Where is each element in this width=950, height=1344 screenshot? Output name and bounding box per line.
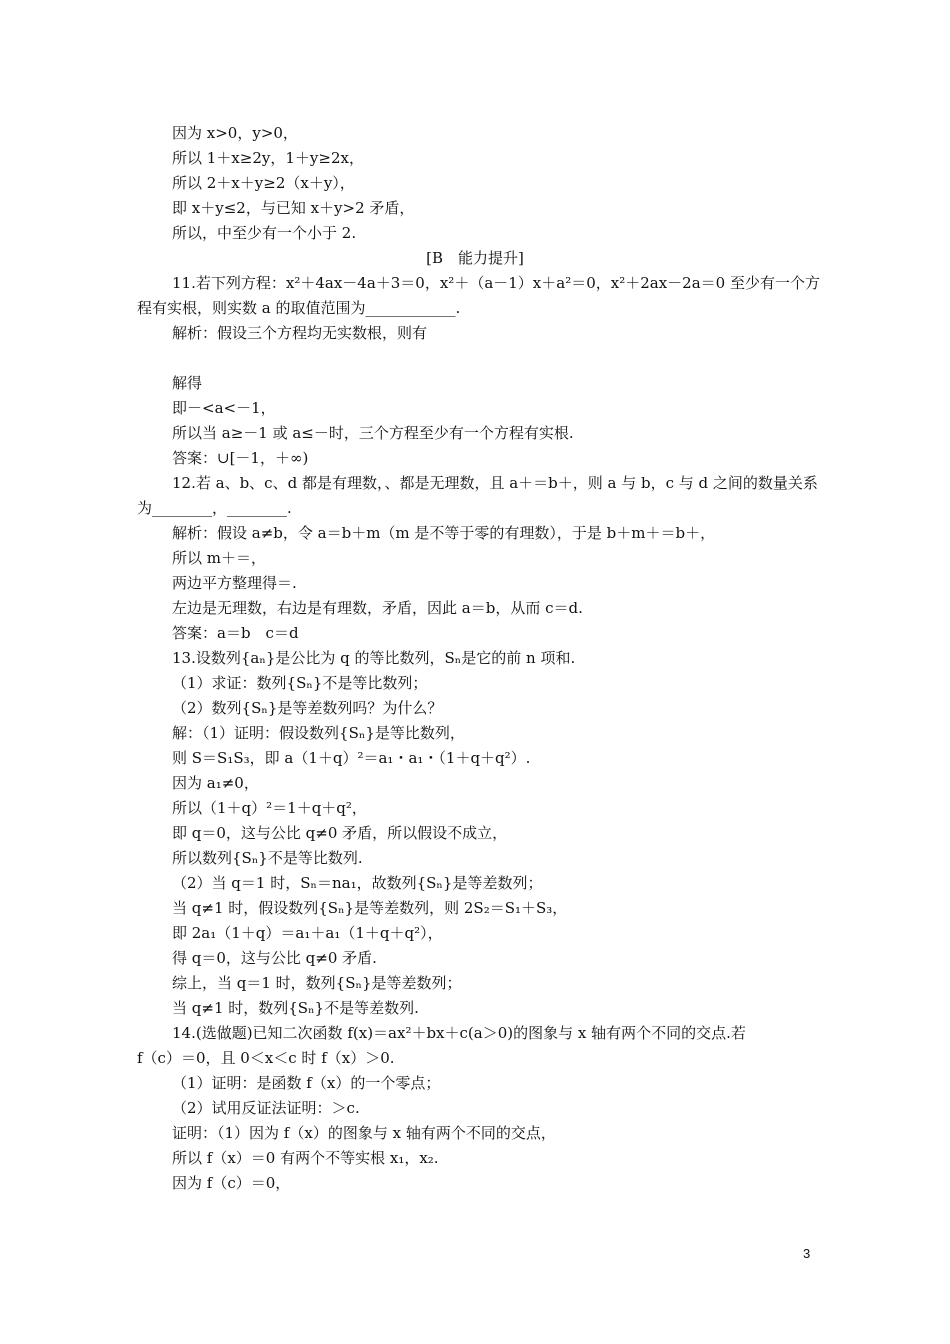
text-line: 即－<a<－1， [172, 399, 276, 417]
text-line: （1）证明：是函数 f（x）的一个零点； [172, 1074, 441, 1092]
text-line: 两边平方整理得＝. [172, 574, 297, 592]
text-line: 所以当 a≥－1 或 a≤－时，三个方程至少有一个方程有实根. [172, 424, 574, 442]
text-line: 因为 a₁≠0， [172, 774, 259, 792]
text-line: 得 q＝0，这与公比 q≠0 矛盾. [172, 949, 377, 967]
section-heading: [B 能力提升] [426, 249, 524, 267]
text-line: 则 S＝S₁S₃，即 a（1＋q）²＝a₁・a₁・（1＋q＋q²）. [172, 749, 531, 767]
problem-13-line: 13.设数列{aₙ}是公比为 q 的等比数列，Sₙ是它的前 n 项和. [172, 649, 576, 667]
problem-11-line: 11.若下列方程：x²＋4ax－4a＋3＝0，x²＋（a－1）x＋a²＝0，x²＋2ax－2a＝0 至少有一个方 [172, 274, 820, 292]
text-line: 因为 f（c）＝0， [172, 1174, 291, 1192]
text-line: 所以，中至少有一个小于 2. [172, 224, 357, 242]
text-line: 当 q≠1 时，假设数列{Sₙ}是等差数列，则 2S₂＝S₁＋S₃， [172, 899, 568, 917]
text-line: 所以 f（x）＝0 有两个不等实根 x₁，x₂. [172, 1149, 439, 1167]
text-line: 解析：假设三个方程均无实数根，则有 [172, 324, 428, 342]
text-line: 所以 m＋＝， [172, 549, 266, 567]
text-line: 当 q≠1 时，数列{Sₙ}不是等差数列. [172, 999, 419, 1017]
text-line: 解：（1）证明：假设数列{Sₙ}是等比数列， [172, 724, 465, 742]
problem-14-line: 14.(选做题)已知二次函数 f(x)＝ax²＋bx＋c(a＞0)的图象与 x 轴有两个不同的交点.若 [172, 1024, 746, 1042]
text-line: （1）求证：数列{Sₙ}不是等比数列； [172, 674, 428, 692]
problem-11-line: 程有实根，则实数 a 的取值范围为____________. [137, 299, 461, 317]
problem-12-line: 为________，________. [137, 499, 292, 517]
text-line: （2）当 q＝1 时，Sₙ＝na₁，故数列{Sₙ}是等差数列； [172, 874, 543, 892]
text-line: 综上，当 q＝1 时，数列{Sₙ}是等差数列； [172, 974, 462, 992]
text-line: 所以数列{Sₙ}不是等比数列. [172, 849, 363, 867]
text-line: 即 2a₁（1＋q）＝a₁＋a₁（1＋q＋q²）， [172, 924, 443, 942]
problem-12-line: 12.若 a、b、c、d 都是有理数，、都是无理数，且 a＋＝b＋，则 a 与 b，c 与 d 之间的数量关系 [172, 474, 818, 492]
text-line: （2）试用反证法证明：＞c. [172, 1099, 360, 1117]
page-number: 3 [803, 1246, 811, 1261]
text-line: 所以（1＋q）²＝1＋q＋q²， [172, 799, 367, 817]
text-line: 左边是无理数，右边是有理数，矛盾，因此 a＝b，从而 c＝d. [172, 599, 583, 617]
text-line: （2）数列{Sₙ}是等差数列吗？为什么？ [172, 699, 443, 717]
text-line: 解得 [172, 374, 203, 392]
answer-line: 答案：a＝b c＝d [172, 624, 299, 642]
text-line: 即 x＋y≤2，与已知 x＋y>2 矛盾， [172, 199, 415, 217]
text-line: 所以 1＋x≥2y，1＋y≥2x， [172, 149, 364, 167]
answer-line: 答案：∪[－1，＋∞) [172, 449, 309, 467]
text-line: 证明：（1）因为 f（x）的图象与 x 轴有两个不同的交点， [172, 1124, 556, 1142]
text-line: 所以 2＋x＋y≥2（x＋y）， [172, 174, 355, 192]
text-line: 因为 x>0，y>0， [172, 124, 298, 142]
problem-14-line: f（c）＝0，且 0＜x＜c 时 f（x）＞0. [137, 1049, 395, 1067]
text-line: 解析：假设 a≠b，令 a＝b＋m（m 是不等于零的有理数），于是 b＋m＋＝b＋， [172, 524, 716, 542]
text-line: 即 q＝0，这与公比 q≠0 矛盾，所以假设不成立， [172, 824, 508, 842]
